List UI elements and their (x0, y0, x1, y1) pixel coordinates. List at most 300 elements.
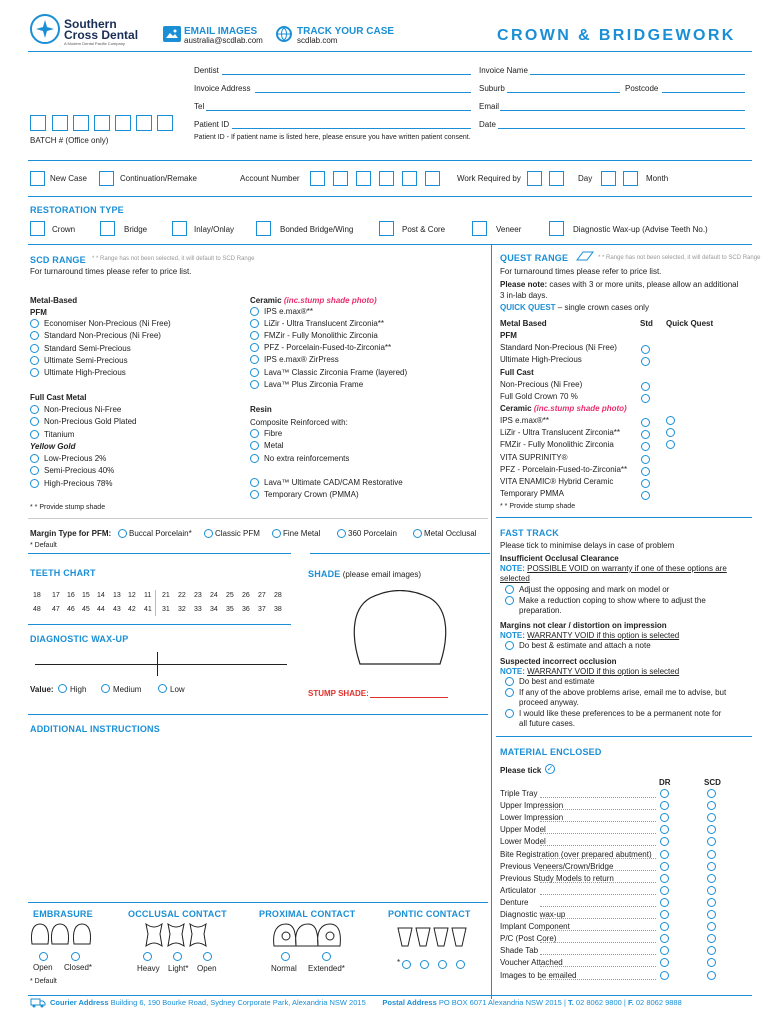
consent-note: Patient ID - If patient name is listed here, please ensure you have written patient consent. (194, 134, 471, 141)
account-box-6[interactable] (425, 171, 440, 186)
fast-o3-radio[interactable] (505, 709, 514, 718)
new-case-label: New Case (50, 174, 87, 183)
please-tick: Please tick (500, 766, 542, 775)
scd-pfm-radio[interactable] (30, 368, 39, 377)
quest-ceramic-quick-radio[interactable] (666, 416, 675, 425)
dentist-field[interactable] (222, 74, 471, 75)
scd-yellow-label: Semi-Precious 40% (44, 466, 115, 476)
invoice-address-field[interactable] (255, 92, 471, 93)
proximal-normal-radio[interactable] (281, 952, 290, 961)
margin-radio[interactable] (272, 529, 281, 538)
fast-o2-label: Do best & estimate and attach a note (519, 641, 651, 650)
scd-fullcast-label: Non-Precious Gold Plated (44, 417, 137, 427)
occlusal-light: Light* (168, 964, 189, 973)
fast-sub: Please tick to minimise delays in case of problem (500, 541, 675, 550)
fast-o1-radio[interactable] (505, 585, 514, 594)
scd-fullcast-radio[interactable] (30, 417, 39, 426)
material-scd-radio[interactable] (707, 958, 716, 967)
scd-heading: SCD (704, 778, 721, 787)
restoration-veneer: Veneer (496, 225, 522, 234)
quest-pfm-std-radio[interactable] (641, 357, 650, 366)
fast-o3-label: Do best and estimate (519, 677, 595, 686)
tooth-outline[interactable] (350, 590, 450, 668)
label-postcode: Postcode (625, 84, 659, 93)
occlusal-teeth-icon (142, 922, 212, 950)
account-box-1[interactable] (310, 171, 325, 186)
teeth-title: TEETH CHART (30, 568, 96, 578)
quest-quick-heading: Quick Quest (666, 319, 714, 328)
occlusal-title: OCCLUSAL CONTACT (128, 909, 227, 919)
material-dr-radio[interactable] (660, 825, 669, 834)
tooth-lower[interactable]: 36 (242, 606, 250, 613)
tooth-lower[interactable]: 35 (226, 606, 234, 613)
quest-fullcast-std-radio[interactable] (641, 382, 650, 391)
quest-ceramic-std-radio[interactable] (641, 491, 650, 500)
material-leader (540, 954, 656, 955)
scd-resin-label: Metal (264, 441, 284, 451)
scd-fullcast-radio[interactable] (30, 405, 39, 414)
embrasure-closed-radio[interactable] (71, 952, 80, 961)
brand-line2: Cross Dental (64, 28, 139, 42)
embrasure-open: Open (33, 963, 53, 972)
quick-quest-line: QUICK QUEST – single crown cases only (500, 303, 649, 312)
material-item: Lower Model (500, 837, 546, 847)
crown-checkbox[interactable] (30, 221, 45, 236)
proximal-normal: Normal (271, 964, 297, 973)
material-dr-radio[interactable] (660, 958, 669, 967)
fast-o3-label: I would like these preferences to be a permanent note for (519, 708, 722, 718)
quest-please-note: Please note: cases with 3 or more units, please allow an additional 3 in-lab days. (500, 280, 739, 300)
scd-ceramic-label: IPS e.max®** (264, 307, 314, 316)
tooth-upper[interactable]: 26 (242, 592, 250, 599)
occlusal-light-radio[interactable] (173, 952, 182, 961)
material-scd-radio[interactable] (707, 837, 716, 846)
occlusal-open: Open (197, 964, 217, 973)
batch-box-4[interactable] (94, 115, 110, 131)
shade-heading: SHADE (please email images) (308, 569, 422, 579)
material-scd-radio[interactable] (707, 825, 716, 834)
resin-heading: Resin (250, 405, 272, 414)
batch-box-6[interactable] (136, 115, 152, 131)
material-leader (540, 894, 656, 895)
tooth-upper[interactable]: 24 (210, 592, 218, 599)
pfm-heading: PFM (30, 308, 47, 317)
new-case-checkbox[interactable] (30, 171, 45, 186)
material-scd-radio[interactable] (707, 874, 716, 883)
quest-ceramic-label: VITA ENAMIC® Hybrid Ceramic (500, 477, 614, 486)
material-dr-radio[interactable] (660, 874, 669, 883)
scd-ceramic-label: Lava™ Plus Zirconia Frame (264, 379, 364, 389)
material-dr-radio[interactable] (660, 801, 669, 810)
material-scd-radio[interactable] (707, 801, 716, 810)
scd-yellow-radio[interactable] (30, 479, 39, 488)
scd-resin2-label: Temporary Crown (PMMA) (264, 490, 359, 500)
embrasure-open-radio[interactable] (39, 952, 48, 961)
material-leader (540, 858, 656, 859)
scd-pfm-radio[interactable] (30, 344, 39, 353)
material-leader (540, 966, 656, 967)
batch-box-3[interactable] (73, 115, 89, 131)
tooth-lower[interactable]: 32 (178, 606, 186, 613)
material-item: Triple Tray (500, 789, 538, 798)
account-box-5[interactable] (402, 171, 417, 186)
post-core-checkbox[interactable] (379, 221, 394, 236)
fast-o1-radio[interactable] (505, 596, 514, 605)
postcode-field[interactable] (662, 92, 745, 93)
material-dr-radio[interactable] (660, 922, 669, 931)
material-item: Articulator (500, 885, 537, 895)
scd-pfm-label: Standard Non-Precious (Ni Free) (44, 331, 161, 341)
scd-ceramic-radio[interactable] (250, 319, 259, 328)
suburb-field[interactable] (507, 92, 620, 93)
restoration-crown: Crown (52, 225, 76, 234)
material-scd-radio[interactable] (707, 971, 716, 980)
account-label: Account Number (240, 174, 300, 183)
proximal-teeth-icon (272, 922, 344, 950)
bonded-checkbox[interactable] (256, 221, 271, 236)
resin-sub: Composite Reinforced with: (250, 418, 348, 427)
scd-note: * * Range has not been selected, it will default to SCD Range (92, 256, 255, 262)
margin-option: Fine Metal (283, 529, 321, 538)
tooth-upper[interactable]: 11 (144, 592, 152, 599)
quest-ceramic-std-radio[interactable] (641, 430, 650, 439)
quest-ceramic-std-radio[interactable] (641, 418, 650, 427)
tooth-upper[interactable]: 12 (128, 592, 136, 599)
additional-instructions-area[interactable] (30, 740, 485, 900)
scd-resin2-radio[interactable] (250, 478, 259, 487)
occlusal-heavy-radio[interactable] (143, 952, 152, 961)
quest-ceramic-label: VITA SUPRINITY® (500, 452, 568, 462)
scd-ceramic-label: IPS e.max® ZirPress (264, 355, 339, 365)
tooth-lower[interactable]: 42 (128, 606, 136, 613)
tooth-lower[interactable]: 38 (274, 606, 282, 613)
contacts-default: * Default (30, 978, 57, 985)
material-scd-radio[interactable] (707, 910, 716, 919)
material-item: Diagnostic wax-up (500, 910, 566, 919)
material-item: Implant Component (500, 922, 570, 932)
fast-n1: NOTE: POSSIBLE VOID on warranty if one of these options are selected (500, 564, 727, 583)
batch-box-2[interactable] (52, 115, 68, 131)
batch-box-7[interactable] (157, 115, 173, 131)
proximal-extended-radio[interactable] (322, 952, 331, 961)
scd-resin-radio[interactable] (250, 441, 259, 450)
tooth-lower[interactable]: 44 (97, 606, 105, 613)
scd-resin-label: Fibre (264, 429, 283, 438)
fast-h1: Insufficient Occlusal Clearance (500, 554, 619, 563)
quest-turnaround: For turnaround times please refer to price list. (500, 267, 662, 276)
scd-pfm-label: Standard Semi-Precious (44, 343, 131, 353)
quest-ceramic-label: Temporary PMMA (500, 489, 565, 499)
stump-shade-label: STUMP SHADE: (308, 689, 369, 698)
scd-fullcast-label: Titanium (44, 429, 75, 439)
email-field[interactable] (500, 110, 745, 111)
material-dr-radio[interactable] (660, 946, 669, 955)
quest-ceramic-quick-radio[interactable] (666, 440, 675, 449)
material-leader (540, 870, 656, 871)
quest-fullcast-std-radio[interactable] (641, 394, 650, 403)
fast-n3: NOTE: WARRANTY VOID if this option is selected (500, 667, 680, 676)
month-box-2[interactable] (623, 171, 638, 186)
full-cast-heading: Full Cast Metal (30, 393, 87, 402)
scd-resin-label: No extra reinforcements (264, 453, 350, 463)
cross-icon (32, 16, 58, 42)
scd-pfm-label: Ultimate Semi-Precious (44, 355, 128, 365)
tooth-lower[interactable]: 34 (210, 606, 218, 613)
material-leader (540, 845, 656, 846)
invoice-name-field[interactable] (530, 74, 745, 75)
tooth-upper[interactable]: 21 (162, 592, 170, 599)
material-dr-radio[interactable] (660, 971, 669, 980)
scd-ceramic-radio[interactable] (250, 355, 259, 364)
tooth-lower[interactable]: 48 (33, 606, 41, 613)
quest-ceramic-std-radio[interactable] (641, 467, 650, 476)
fast-o1-label: preparation. (519, 606, 562, 615)
batch-box-1[interactable] (30, 115, 46, 131)
diag-checkbox[interactable] (549, 221, 564, 236)
tooth-lower[interactable]: 46 (67, 606, 75, 613)
material-dr-radio[interactable] (660, 837, 669, 846)
speed-icon (575, 250, 595, 264)
continuation-checkbox[interactable] (99, 171, 114, 186)
day-box-1[interactable] (527, 171, 542, 186)
globe-icon (276, 26, 292, 42)
material-dr-radio[interactable] (660, 850, 669, 859)
scd-ceramic-radio[interactable] (250, 331, 259, 340)
value-label: Value: (30, 685, 54, 694)
account-box-4[interactable] (379, 171, 394, 186)
scd-resin2-label: Lava™ Ultimate CAD/CAM Restorative (264, 478, 403, 487)
quest-metal-heading: Metal Based (500, 319, 547, 328)
quest-fullcast-heading: Full Cast (500, 368, 534, 377)
tooth-upper[interactable]: 14 (97, 592, 105, 599)
scd-resin2-radio[interactable] (250, 490, 259, 499)
fast-title: FAST TRACK (500, 528, 559, 538)
metal-based-heading: Metal-Based (30, 296, 78, 305)
quest-note: * * Range has not been selected, it will default to SCD Range (598, 255, 761, 261)
work-required-label: Work Required by (457, 174, 521, 183)
material-leader (540, 797, 656, 798)
quest-ceramic-std-radio[interactable] (641, 479, 650, 488)
tel-field[interactable] (206, 110, 471, 111)
quest-pfm-std-radio[interactable] (641, 345, 650, 354)
fast-o3-label: If any of the above problems arise, email me to advise, but (519, 687, 727, 697)
restoration-diag: Diagnostic Wax-up (Advise Teeth No.) (573, 225, 708, 234)
margin-radio[interactable] (204, 529, 213, 538)
margin-default: * Default (30, 542, 57, 549)
tooth-upper[interactable]: 13 (113, 592, 121, 599)
material-item: Upper Impression (500, 801, 564, 811)
material-leader (540, 833, 656, 834)
account-box-2[interactable] (333, 171, 348, 186)
scd-yellow-label: Low-Precious 2% (44, 454, 107, 463)
fast-o3-radio[interactable] (505, 688, 514, 697)
proximal-title: PROXIMAL CONTACT (259, 909, 356, 919)
scd-ceramic-radio[interactable] (250, 380, 259, 389)
margin-radio[interactable] (118, 529, 127, 538)
material-item: Images to be emailed (500, 970, 577, 980)
material-scd-radio[interactable] (707, 886, 716, 895)
pontic-radio-4[interactable] (456, 960, 465, 969)
month-label: Month (646, 174, 669, 183)
value-high-radio[interactable] (58, 684, 67, 693)
tooth-upper[interactable]: 23 (194, 592, 202, 599)
tooth-lower[interactable]: 43 (113, 606, 121, 613)
ceramic-heading: Ceramic (inc.stump shade photo) (250, 296, 377, 305)
tooth-upper[interactable]: 16 (67, 592, 75, 599)
material-dr-radio[interactable] (660, 934, 669, 943)
track-value[interactable]: scdlab.com (297, 36, 338, 45)
scd-resin-radio[interactable] (250, 429, 259, 438)
pontic-radio-2[interactable] (420, 960, 429, 969)
margin-label: Margin Type for PFM: (30, 529, 112, 538)
fast-o2-radio[interactable] (505, 641, 514, 650)
quest-pfm-label: Standard Non-Precious (Ni Free) (500, 343, 617, 352)
quest-ceramic-std-radio[interactable] (641, 455, 650, 464)
quest-fullcast-label: Non-Precious (Ni Free) (500, 380, 583, 389)
quest-ceramic-std-radio[interactable] (641, 442, 650, 451)
scd-resin-radio[interactable] (250, 454, 259, 463)
material-dr-radio[interactable] (660, 789, 669, 798)
value-medium-radio[interactable] (101, 684, 110, 693)
material-scd-radio[interactable] (707, 850, 716, 859)
scd-ceramic-label: Lava™ Classic Zirconia Frame (layered) (264, 367, 408, 377)
quest-fullcast-label: Full Gold Crown 70 % (500, 392, 578, 402)
batch-box-5[interactable] (115, 115, 131, 131)
scd-yellow-radio[interactable] (30, 454, 39, 463)
continuation-label: Continuation/Remake (120, 174, 197, 183)
material-item: Upper Model (500, 825, 546, 835)
image-icon (163, 26, 181, 42)
pontic-title: PONTIC CONTACT (388, 909, 471, 919)
inlay-checkbox[interactable] (172, 221, 187, 236)
margin-radio[interactable] (337, 529, 346, 538)
scd-fullcast-radio[interactable] (30, 430, 39, 439)
margin-radio[interactable] (413, 529, 422, 538)
pontic-radio-1[interactable] (402, 960, 411, 969)
value-medium: Medium (113, 685, 142, 694)
material-leader (540, 918, 656, 919)
label-dentist: Dentist (194, 66, 219, 75)
material-scd-radio[interactable] (707, 813, 716, 822)
fast-o3-label: proceed anyway. (519, 698, 579, 707)
email-value[interactable]: australia@scdlab.com (184, 36, 263, 45)
material-leader (540, 942, 656, 943)
scd-ceramic-label: FMZir - Fully Monolithic Zirconia (264, 331, 378, 341)
tooth-upper[interactable]: 22 (178, 592, 186, 599)
day-box-2[interactable] (549, 171, 564, 186)
tooth-lower[interactable]: 33 (194, 606, 202, 613)
tooth-upper[interactable]: 17 (52, 592, 60, 599)
pontic-star: * (397, 958, 401, 967)
tooth-lower[interactable]: 37 (258, 606, 266, 613)
material-item: Bite Registration (over prepared abutment) (500, 849, 652, 859)
day-label: Day (578, 174, 593, 183)
tooth-upper[interactable]: 27 (258, 592, 266, 599)
material-scd-radio[interactable] (707, 898, 716, 907)
material-dr-radio[interactable] (660, 898, 669, 907)
tooth-lower[interactable]: 41 (144, 606, 152, 613)
proximal-extended: Extended* (308, 964, 345, 973)
embrasure-teeth-icon (30, 922, 96, 948)
tooth-upper[interactable]: 15 (82, 592, 90, 599)
tooth-upper[interactable]: 28 (274, 592, 282, 599)
tooth-upper[interactable]: 25 (226, 592, 234, 599)
material-leader (540, 930, 656, 931)
material-scd-radio[interactable] (707, 789, 716, 798)
scd-pfm-radio[interactable] (30, 331, 39, 340)
value-low-radio[interactable] (158, 684, 167, 693)
fast-o1-label: Adjust the opposing and mark on model or (519, 585, 670, 594)
restoration-post-core: Post & Core (402, 225, 446, 234)
margin-option: Metal Occlusal (424, 529, 477, 538)
quest-std-heading: Std (640, 319, 653, 328)
scd-ceramic-radio[interactable] (250, 368, 259, 377)
patient-id-field[interactable] (232, 128, 471, 129)
scd-ceramic-radio[interactable] (250, 307, 259, 316)
scd-yellow-label: High-Precious 78% (44, 478, 113, 488)
pontic-radio-3[interactable] (438, 960, 447, 969)
dr-heading: DR (659, 778, 671, 787)
material-scd-radio[interactable] (707, 934, 716, 943)
embrasure-title: EMBRASURE (33, 909, 93, 919)
quest-stump: * * Provide stump shade (500, 503, 576, 510)
bridge-checkbox[interactable] (100, 221, 115, 236)
column-divider (491, 244, 492, 999)
scd-pfm-radio[interactable] (30, 356, 39, 365)
occlusal-open-radio[interactable] (203, 952, 212, 961)
scd-ceramic-radio[interactable] (250, 343, 259, 352)
stump-shade-field[interactable] (370, 697, 448, 698)
logo (30, 14, 60, 44)
pontic-teeth-icon (396, 924, 468, 950)
scd-yellow-radio[interactable] (30, 466, 39, 475)
tooth-lower[interactable]: 45 (82, 606, 90, 613)
tooth-upper[interactable]: 18 (33, 592, 41, 599)
material-scd-radio[interactable] (707, 946, 716, 955)
label-patient-id: Patient ID (194, 120, 230, 129)
scd-ceramic-label: PFZ - Porcelain-Fused-to-Zirconia** (264, 343, 392, 353)
material-dr-radio[interactable] (660, 862, 669, 871)
material-leader (540, 979, 656, 980)
month-box-1[interactable] (601, 171, 616, 186)
batch-label: BATCH # (Office only) (30, 136, 109, 145)
material-leader (540, 809, 656, 810)
quest-ceramic-quick-radio[interactable] (666, 428, 675, 437)
account-box-3[interactable] (356, 171, 371, 186)
material-scd-radio[interactable] (707, 862, 716, 871)
truck-icon (30, 996, 46, 1010)
label-tel: Tel (194, 102, 205, 111)
tooth-lower[interactable]: 47 (52, 606, 60, 613)
quest-pfm-heading: PFM (500, 331, 517, 340)
label-date: Date (479, 120, 496, 129)
date-field[interactable] (498, 128, 745, 129)
material-dr-radio[interactable] (660, 813, 669, 822)
tooth-lower[interactable]: 31 (162, 606, 170, 613)
material-dr-radio[interactable] (660, 886, 669, 895)
scd-pfm-radio[interactable] (30, 319, 39, 328)
margin-option: 360 Porcelain (348, 529, 397, 538)
material-dr-radio[interactable] (660, 910, 669, 919)
material-item: Voucher Attached (500, 958, 563, 968)
label-invoice-address: Invoice Address (194, 84, 251, 93)
veneer-checkbox[interactable] (472, 221, 487, 236)
fast-o3-radio[interactable] (505, 677, 514, 686)
material-item: Previous Veneers/Crown/Bridge (500, 861, 614, 871)
label-email: Email (479, 102, 500, 111)
material-scd-radio[interactable] (707, 922, 716, 931)
restoration-title: RESTORATION TYPE (30, 205, 124, 215)
